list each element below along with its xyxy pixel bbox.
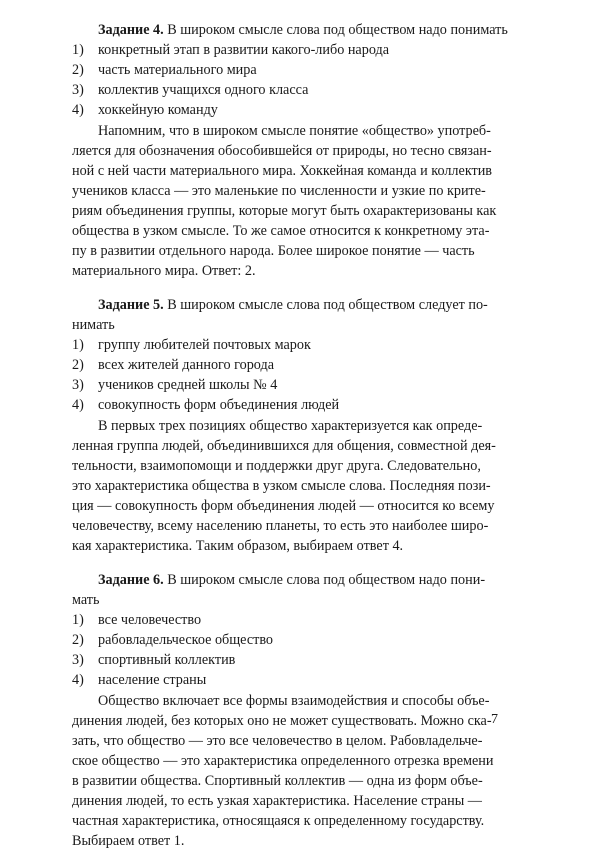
explanation-line: человечеству, всему населению планеты, то есть это наиболее широ-: [72, 518, 489, 534]
explanation-line: материального мира. Ответ: 2.: [72, 263, 256, 279]
option-item: [72, 670, 514, 690]
option-number: 3): [72, 652, 84, 668]
option-text: конкретный этап в развитии какого-либо народа: [98, 42, 390, 58]
explanation-line: ляется для обозначения обособившейся от природы, но тесно связан-: [72, 143, 492, 159]
explanation-line: ленная группа людей, объединившихся для общения, совместной дея-: [72, 438, 496, 454]
question-text: В широком смысле слова под обществом надо пони-: [167, 572, 486, 588]
task-5: [72, 295, 514, 556]
option-text: население страны: [98, 672, 207, 688]
explanation-line: пу в развитии отдельного народа. Более широкое понятие — часть: [72, 243, 475, 259]
option-item: [72, 80, 514, 100]
option-text: часть материального мира: [98, 62, 257, 78]
option-number: 1): [72, 42, 84, 58]
explanation-line: учеников класса — это маленькие по численности и узкие по крите-: [72, 183, 486, 199]
option-text: хоккейную команду: [98, 102, 218, 118]
task-question: [72, 295, 514, 315]
explanation-line: ной с ней части материального мира. Хоккейная команда и коллектив: [72, 163, 493, 179]
task-title: Задание 6.: [98, 572, 164, 588]
question-text: В широком смысле слова под обществом следует по-: [167, 297, 488, 313]
question-text-continued: нимать: [72, 317, 115, 333]
task-question: [72, 20, 514, 40]
answer-options: [72, 40, 514, 120]
explanation-line: ция — совокупность форм объединения людей — относится ко всему: [72, 498, 495, 514]
explanation-line: ское общество — это характеристика определенного отрезка времени: [72, 753, 494, 769]
option-number: 1): [72, 337, 84, 353]
answer-explanation: [72, 121, 514, 281]
answer-explanation: [72, 416, 514, 556]
option-item: [72, 60, 514, 80]
explanation-line: кая характеристика. Таким образом, выбираем ответ 4.: [72, 538, 404, 554]
page-content: [72, 20, 514, 865]
option-item: [72, 630, 514, 650]
explanation-line: динения людей, без которых оно не может существовать. Можно ска-: [72, 713, 492, 729]
option-text: рабовладельческое общество: [98, 632, 274, 648]
option-item: [72, 100, 514, 120]
explanation-line: В первых трех позициях общество характеризуется как опреде-: [98, 418, 483, 434]
option-number: 2): [72, 632, 84, 648]
option-number: 4): [72, 397, 84, 413]
question-text-continued: мать: [72, 592, 100, 608]
option-text: совокупность форм объединения людей: [98, 397, 340, 413]
explanation-line: Выбираем ответ 1.: [72, 833, 185, 849]
explanation-line: это характеристика общества в узком смысле слова. Последняя пози-: [72, 478, 491, 494]
explanation-line: общества в узком смысле. То же самое относится к конкретному эта-: [72, 223, 490, 239]
explanation-line: риям объединения группы, которые могут быть охарактеризованы как: [72, 203, 497, 219]
option-item: [72, 40, 514, 60]
answer-options: [72, 610, 514, 690]
option-item: [72, 335, 514, 355]
option-item: [72, 650, 514, 670]
explanation-line: Общество включает все формы взаимодействия и способы объе-: [98, 693, 490, 709]
option-number: 3): [72, 82, 84, 98]
task-question: [72, 570, 514, 590]
task-title: Задание 4.: [98, 22, 164, 38]
explanation-line: в развитии общества. Спортивный коллектив — одна из форм объе-: [72, 773, 483, 789]
option-text: спортивный коллектив: [98, 652, 236, 668]
question-text: В широком смысле слова под обществом надо понимать: [167, 22, 508, 38]
explanation-line: тельности, взаимопомощи и поддержки друг друга. Следовательно,: [72, 458, 481, 474]
option-number: 4): [72, 102, 84, 118]
explanation-line: зать, что общество — это все человечество в целом. Рабовладельче-: [72, 733, 483, 749]
option-item: [72, 355, 514, 375]
option-item: [72, 375, 514, 395]
task-title: Задание 5.: [98, 297, 164, 313]
option-number: 4): [72, 672, 84, 688]
explanation-line: Напомним, что в широком смысле понятие «общество» употреб-: [98, 123, 491, 139]
option-text: учеников средней школы № 4: [98, 377, 278, 393]
option-item: [72, 395, 514, 415]
answer-options: [72, 335, 514, 415]
explanation-line: динения людей, то есть узкая характеристика. Население страны —: [72, 793, 482, 809]
option-text: всех жителей данного города: [98, 357, 274, 373]
answer-explanation: [72, 691, 514, 851]
task-6: [72, 570, 514, 851]
option-number: 1): [72, 612, 84, 628]
option-text: все человечество: [98, 612, 202, 628]
option-item: [72, 610, 514, 630]
option-number: 2): [72, 62, 84, 78]
option-number: 3): [72, 377, 84, 393]
page-number: 7: [491, 712, 498, 727]
task-4: [72, 20, 514, 281]
option-number: 2): [72, 357, 84, 373]
explanation-line: частная характеристика, относящаяся к определенному государству.: [72, 813, 485, 829]
option-text: коллектив учащихся одного класса: [98, 82, 309, 98]
option-text: группу любителей почтовых марок: [98, 337, 311, 353]
